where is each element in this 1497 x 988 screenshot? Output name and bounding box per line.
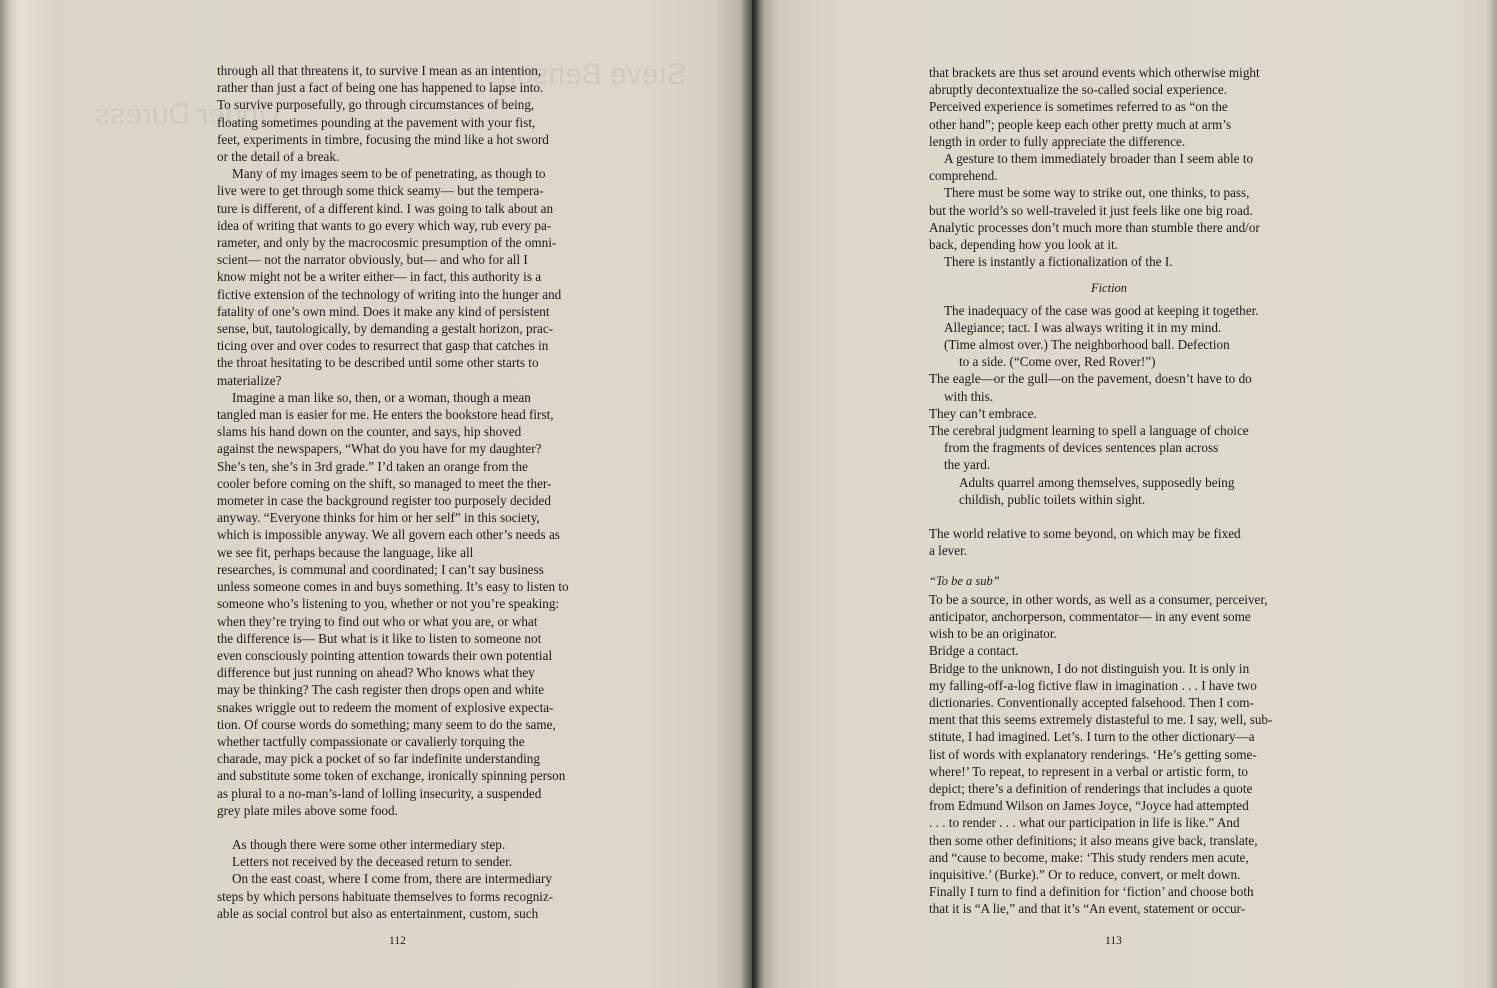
text-line: feet, experiments in timbre, focusing the mind like a hot sword: [217, 131, 549, 147]
text-line: where!’ To repeat, to represent in a verbal or artistic form, to: [929, 763, 1248, 779]
text-line: depict; there’s a definition of renderings that includes a quote: [929, 780, 1253, 796]
text-line: back, depending how you look at it.: [929, 237, 1118, 253]
right-page-text: [929, 64, 1289, 918]
text-line: rather than just a fact of being one has happened to lapse into.: [217, 80, 544, 96]
text-line: abruptly decontextualize the so-called social experience.: [929, 82, 1228, 98]
text-line: There must be some way to strike out, one thinks, to pass,: [944, 185, 1250, 201]
text-line: but the world’s so well-traveled it just feels like one big road.: [929, 202, 1253, 218]
text-line: tion. Of course words do something; many seem to do the same,: [217, 716, 556, 732]
text-line: The world relative to some beyond, on which may be fixed: [929, 526, 1241, 542]
text-line: Bridge to the unknown, I do not distinguish you. It is only in: [929, 660, 1250, 676]
text-line: The cerebral judgment learning to spell a language of choice: [929, 423, 1249, 439]
text-line: when they’re trying to find out who or what you are, or what: [217, 613, 538, 629]
text-line: someone who’s listening to you, whether or not you’re speaking:: [217, 596, 560, 612]
text-line: able as social control but also as entertainment, custom, such: [217, 905, 539, 921]
text-line: researches, is communal and coordinated; I can’t say business: [217, 561, 544, 577]
text-line: anyway. “Everyone thinks for him or her self” in this society,: [217, 510, 540, 526]
text-line: To be a source, in other words, as well as a consumer, perceiver,: [929, 591, 1268, 607]
text-line: dictionaries. Conventionally accepted falsehood. Then I com-: [929, 694, 1254, 710]
text-line: and substitute some token of exchange, ironically spinning person: [217, 768, 566, 784]
text-line: may be thinking? The cash register then drops open and white: [217, 682, 545, 698]
text-line: anticipator, anchorperson, commentator— in any event some: [929, 608, 1251, 624]
quote-heading: “To be a sub”: [929, 574, 1000, 589]
text-line: Finally I turn to find a definition for ‘fiction’ and choose both: [929, 884, 1254, 900]
text-line: my falling-off-a-log fictive flaw in imagination . . . I have two: [929, 677, 1257, 693]
text-line: know might not be a writer either— in fact, this authority is a: [217, 269, 542, 285]
text-line: length in order to fully appreciate the difference.: [929, 133, 1186, 149]
text-line: They can’t embrace.: [929, 405, 1037, 421]
text-line: difference but just running on ahead? Who knows what they: [217, 665, 535, 681]
right-body-paragraphs: [929, 64, 1289, 270]
text-line: that it is “A lie,” and that it’s “An event, statement or occur-: [929, 901, 1246, 917]
text-line: Bridge a contact.: [929, 643, 1019, 659]
text-line: through all that threatens it, to survive I mean as an intention,: [217, 63, 542, 78]
text-line: rameter, and only by the macrocosmic presumption of the omni-: [217, 235, 557, 251]
text-line: scient— not the narrator obviously, but— and who for all I: [217, 252, 528, 268]
text-line: floating sometimes pounding at the pavement with your fist,: [217, 114, 536, 130]
text-line: fatality of one’s own mind. Does it make any kind of persistent: [217, 303, 550, 319]
show-through-text: Under Duress: [95, 98, 281, 131]
text-line: Imagine a man like so, then, or a woman, though a mean: [232, 389, 531, 405]
text-line: slams his hand down on the counter, and says, hip shoved: [217, 424, 522, 440]
page-number-right: 113: [1105, 935, 1122, 947]
text-line: mometer in case the background register too purposely decided: [217, 493, 551, 509]
text-line: The eagle—or the gull—on the pavement, doesn’t have to do: [929, 371, 1252, 387]
left-page-text: [217, 62, 587, 922]
text-line: materialize?: [217, 372, 282, 388]
text-line: as plural to a no-man’s-land of lolling insecurity, a suspended: [217, 785, 542, 801]
text-line: steps by which persons habituate themselves to forms recogniz-: [217, 888, 554, 904]
text-line: and “cause to become, make: ‘This study renders men acute,: [929, 849, 1249, 865]
text-line: fictive extension of the technology of writing into the hunger and: [217, 286, 562, 302]
text-line: the yard.: [944, 457, 991, 473]
text-line: list of words with explanatory renderings. ‘He’s getting some-: [929, 746, 1257, 762]
text-line: against the newspapers, “What do you have for my daughter?: [217, 441, 542, 457]
text-line: ticing over and over codes to resurrect that gasp that catches in: [217, 338, 549, 354]
text-line: On the east coast, where I come from, there are intermediary: [232, 871, 553, 887]
section-heading-fiction: Fiction: [1090, 281, 1128, 296]
text-line: cooler before coming on the shift, so managed to meet the ther-: [217, 475, 552, 491]
text-line: ment that this seems extremely distasteful to me. I say, well, sub-: [929, 712, 1273, 728]
text-line: (Time almost over.) The neighborhood ball. Defection: [944, 337, 1230, 353]
text-line: She’s ten, she’s in 3rd grade.” I’d taken an orange from the: [217, 458, 528, 474]
book-gutter: [740, 0, 764, 988]
text-line: we see fit, perhaps because the language, like all: [217, 544, 474, 560]
text-line: wish to be an originator.: [929, 626, 1057, 642]
final-paragraph: [929, 591, 1289, 918]
text-line: childish, public toilets within sight.: [959, 491, 1146, 507]
text-line: or the detail of a break.: [217, 149, 340, 165]
text-line: Perceived experience is sometimes referred to as “on the: [929, 99, 1228, 115]
text-line: from the fragments of devices sentences plan across: [944, 440, 1219, 456]
text-line: Allegiance; tact. I was always writing it in my mind.: [944, 319, 1222, 335]
text-line: . . . to render . . . what our participation in life is like.” And: [929, 815, 1240, 831]
text-line: which is impossible anyway. We all govern each other’s needs as: [217, 527, 560, 543]
text-line: tangled man is easier for me. He enters the bookstore head first,: [217, 407, 554, 423]
text-line: Adults quarrel among themselves, supposedly being: [959, 474, 1235, 490]
text-line: the difference is— But what is it like to listen to someone not: [217, 630, 542, 646]
show-through-text: Steve Benson: [500, 58, 687, 91]
text-line: Many of my images seem to be of penetrating, as though to: [232, 166, 546, 182]
text-line: The inadequacy of the case was good at keeping it together.: [944, 302, 1259, 318]
text-line: comprehend.: [929, 168, 998, 184]
text-line: grey plate miles above some food.: [217, 802, 398, 818]
text-line: live were to get through some thick seamy— but the tempera-: [217, 183, 544, 199]
text-line: with this.: [944, 388, 994, 404]
text-line: snakes wriggle out to redeem the moment of explosive expecta-: [217, 699, 554, 715]
text-line: from Edmund Wilson on James Joyce, “Joyce had attempted: [929, 798, 1249, 814]
text-line: whether tactfully compassionate or cavalierly torquing the: [217, 733, 525, 749]
poem-lines: [929, 302, 1289, 508]
world-paragraph: [929, 525, 1289, 559]
text-line: There is instantly a fictionalization of the I.: [944, 254, 1173, 270]
text-line: charade, may pick a pocket of so far indefinite understanding: [217, 751, 540, 767]
text-line: ture is different, of a different kind. I was going to talk about an: [217, 200, 554, 216]
page-number-left: 112: [389, 935, 406, 947]
left-body-paragraphs: [217, 62, 587, 922]
text-line: unless someone comes in and buys something. It’s easy to listen to: [217, 579, 569, 595]
text-line: then some other definitions; it also means give back, translate,: [929, 832, 1258, 848]
text-line: the throat hesitating to be described until some other starts to: [217, 355, 539, 371]
text-line: Analytic processes don’t much more than stumble there and/or: [929, 219, 1260, 235]
text-line: that brackets are thus set around events which otherwise might: [929, 65, 1260, 80]
text-line: to a side. (“Come over, Red Rover!”): [959, 354, 1156, 370]
text-line: sense, but, tautologically, by demanding a gestalt horizon, prac-: [217, 321, 554, 337]
text-line: Letters not received by the deceased return to sender.: [232, 854, 513, 870]
text-line: A gesture to them immediately broader than I seem able to: [944, 151, 1254, 167]
text-line: other hand”; people keep each other pretty much at arm’s: [929, 116, 1232, 132]
text-line: inquisitive.’ (Burke).” Or to reduce, convert, or melt down.: [929, 866, 1241, 882]
text-line: a lever.: [929, 543, 968, 559]
text-line: As though there were some other intermediary step.: [232, 836, 506, 852]
text-line: even consciously pointing attention towards their own potential: [217, 647, 553, 663]
text-line: stitute, I had imagined. Let’s. I turn to the other dictionary—a: [929, 729, 1255, 745]
text-line: idea of writing that wants to go every which way, rub every pa-: [217, 217, 552, 233]
text-line: To survive purposefully, go through circumstances of being,: [217, 97, 535, 113]
